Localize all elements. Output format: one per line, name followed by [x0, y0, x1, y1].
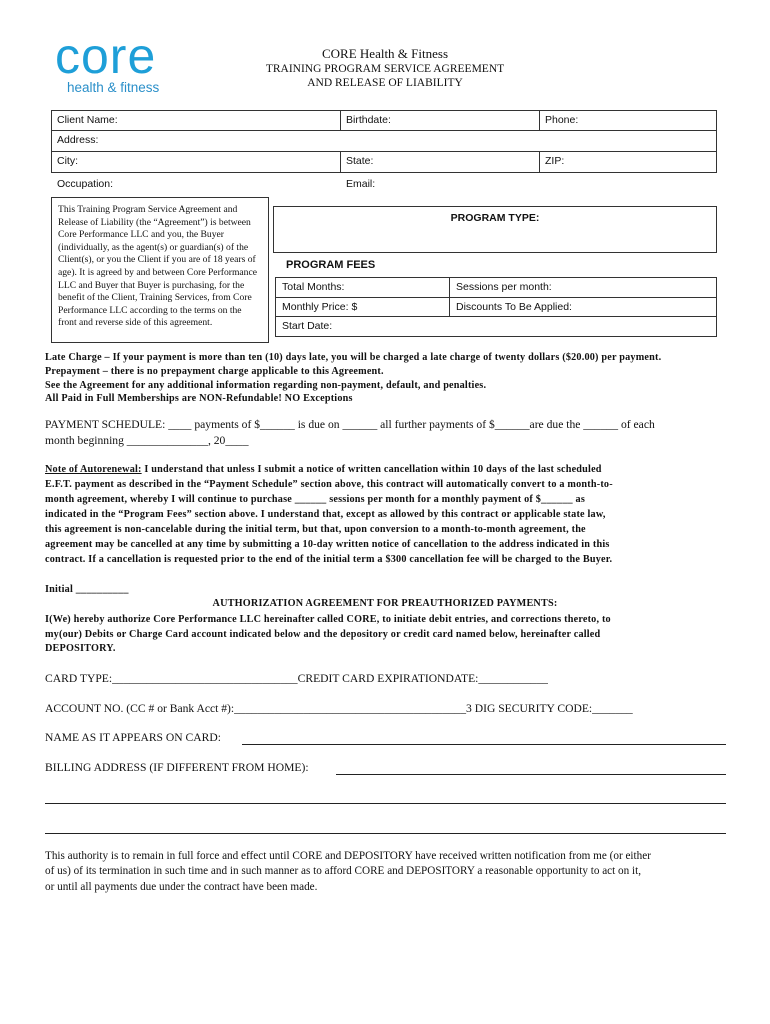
billing-address-line-1[interactable] [336, 774, 726, 775]
initial-line[interactable]: Initial __________ [45, 584, 129, 595]
autorenewal-line-6: agreement may be cancelled at any time by submitting a 10-day written notice of cancellation to the address indicated in this [45, 539, 610, 550]
client-name-field[interactable]: Client Name: [51, 110, 341, 131]
start-date-field[interactable]: Start Date: [275, 316, 717, 337]
document-title: CORE Health & Fitness [321, 46, 449, 61]
state-field[interactable]: State: [340, 151, 540, 173]
monthly-price-field[interactable]: Monthly Price: $ [275, 297, 450, 317]
program-type-label: PROGRAM TYPE: [450, 212, 540, 224]
autorenewal-line-7: contract. If a cancellation is requested prior to the end of the initial term a $300 cancellation fee will be charged to the Buyer. [45, 554, 613, 565]
billing-address-label: BILLING ADDRESS (IF DIFFERENT FROM HOME): [45, 761, 309, 774]
autorenewal-line-3: month agreement, whereby I will continue to purchase ______ sessions per month for a monthly payment of $______ as [45, 494, 586, 505]
city-field[interactable]: City: [51, 151, 341, 173]
autorenewal-heading: Note of Autorenewal: [45, 464, 142, 475]
name-on-card-label: NAME AS IT APPEARS ON CARD: [45, 731, 221, 744]
birthdate-field[interactable]: Birthdate: [340, 110, 540, 131]
closing-line-3: or until all payments due under the contract have been made. [45, 881, 318, 893]
late-charge-notice: Late Charge – If your payment is more than ten (10) days late, you will be charged a late charge of twenty dollars ($20.00) per payment. [45, 352, 662, 363]
document-subtitle-line-2: AND RELEASE OF LIABILITY [307, 77, 463, 89]
autorenewal-line-2: E.F.T. payment as described in the “Payment Schedule” section above, this contract will automatically convert to a month-to- [45, 479, 613, 490]
document-subtitle-line-1: TRAINING PROGRAM SERVICE AGREEMENT [265, 63, 505, 75]
card-type-field[interactable]: CARD TYPE:________________________________CREDIT CARD EXPIRATIONDATE:____________ [45, 672, 548, 685]
prepayment-notice: Prepayment – there is no prepayment charge applicable to this Agreement. [45, 366, 384, 377]
autorenewal-line-1 [45, 463, 602, 478]
company-logo [55, 28, 185, 98]
payment-schedule-line-1: PAYMENT SCHEDULE: ____ payments of $______ is due on ______ all further payments of $______are due the ______ of each [45, 418, 655, 431]
closing-line-1: This authority is to remain in full force and effect until CORE and DEPOSITORY have received written notification from me (or either [45, 850, 651, 862]
program-type-box[interactable] [273, 206, 717, 253]
authorization-line-3: DEPOSITORY. [45, 643, 116, 654]
billing-address-line-2[interactable] [45, 803, 726, 804]
billing-address-line-3[interactable] [45, 833, 726, 834]
default-notice: See the Agreement for any additional information regarding non-payment, default, and penalties. [45, 380, 487, 391]
address-field[interactable]: Address: [51, 130, 717, 152]
autorenewal-text: I understand that unless I submit a notice of written cancellation within 10 days of the last scheduled [141, 464, 602, 475]
autorenewal-line-5: this agreement is non-cancelable during the initial term, but that, upon conversion to a month-to-month agreement, the [45, 524, 586, 535]
name-on-card-line[interactable] [242, 744, 726, 745]
payment-schedule-line-2: month beginning ______________, 20____ [45, 434, 249, 447]
discounts-field[interactable]: Discounts To Be Applied: [449, 297, 717, 317]
closing-line-2: of us) of its termination in such time and in such manner as to afford CORE and DEPOSITORY a reasonable opportunity to act on it, [45, 865, 642, 877]
zip-field[interactable]: ZIP: [539, 151, 717, 173]
authorization-line-2: my(our) Debits or Charge Card account indicated below and the depository or credit card named below, hereinafter called [45, 629, 601, 640]
account-number-field[interactable]: ACCOUNT NO. (CC # or Bank Acct #):________________________________________3 DIG SECURITY CODE:_______ [45, 702, 633, 715]
refund-notice: All Paid in Full Memberships are NON-Refundable! NO Exceptions [45, 393, 353, 404]
logo-tagline: health & fitness [67, 80, 160, 95]
agreement-intro-text: This Training Program Service Agreement and Release of Liability (the “Agreement”) is between Core Performance LLC and you, the Buyer (individually, as the agent(s) or guardian(s) of the Client(s), or you the Client if you are of 18 years of age). It is agreed by and between Core Performance LLC and Buyer that Buyer is purchasing, for the benefit of the Client, Training Services, from Core Performance LLC according to the terms on the front and reverse side of this agreement. [51, 197, 269, 343]
phone-field[interactable]: Phone: [539, 110, 717, 131]
authorization-line-1: I(We) hereby authorize Core Performance LLC hereinafter called CORE, to initiate debit entries, and corrections thereto, to [45, 614, 611, 625]
total-months-field[interactable]: Total Months: [275, 277, 450, 298]
sessions-per-month-field[interactable]: Sessions per month: [449, 277, 717, 298]
program-fees-label: PROGRAM FEES [286, 259, 376, 271]
autorenewal-line-4: indicated in the “Program Fees” section above. I understand that, except as allowed by this contract or applicable state law, [45, 509, 606, 520]
occupation-field[interactable]: Occupation: [57, 178, 114, 190]
email-field[interactable]: Email: [346, 178, 376, 190]
authorization-title: AUTHORIZATION AGREEMENT FOR PREAUTHORIZED PAYMENTS: [212, 598, 558, 609]
logo-wordmark: core [55, 28, 157, 84]
